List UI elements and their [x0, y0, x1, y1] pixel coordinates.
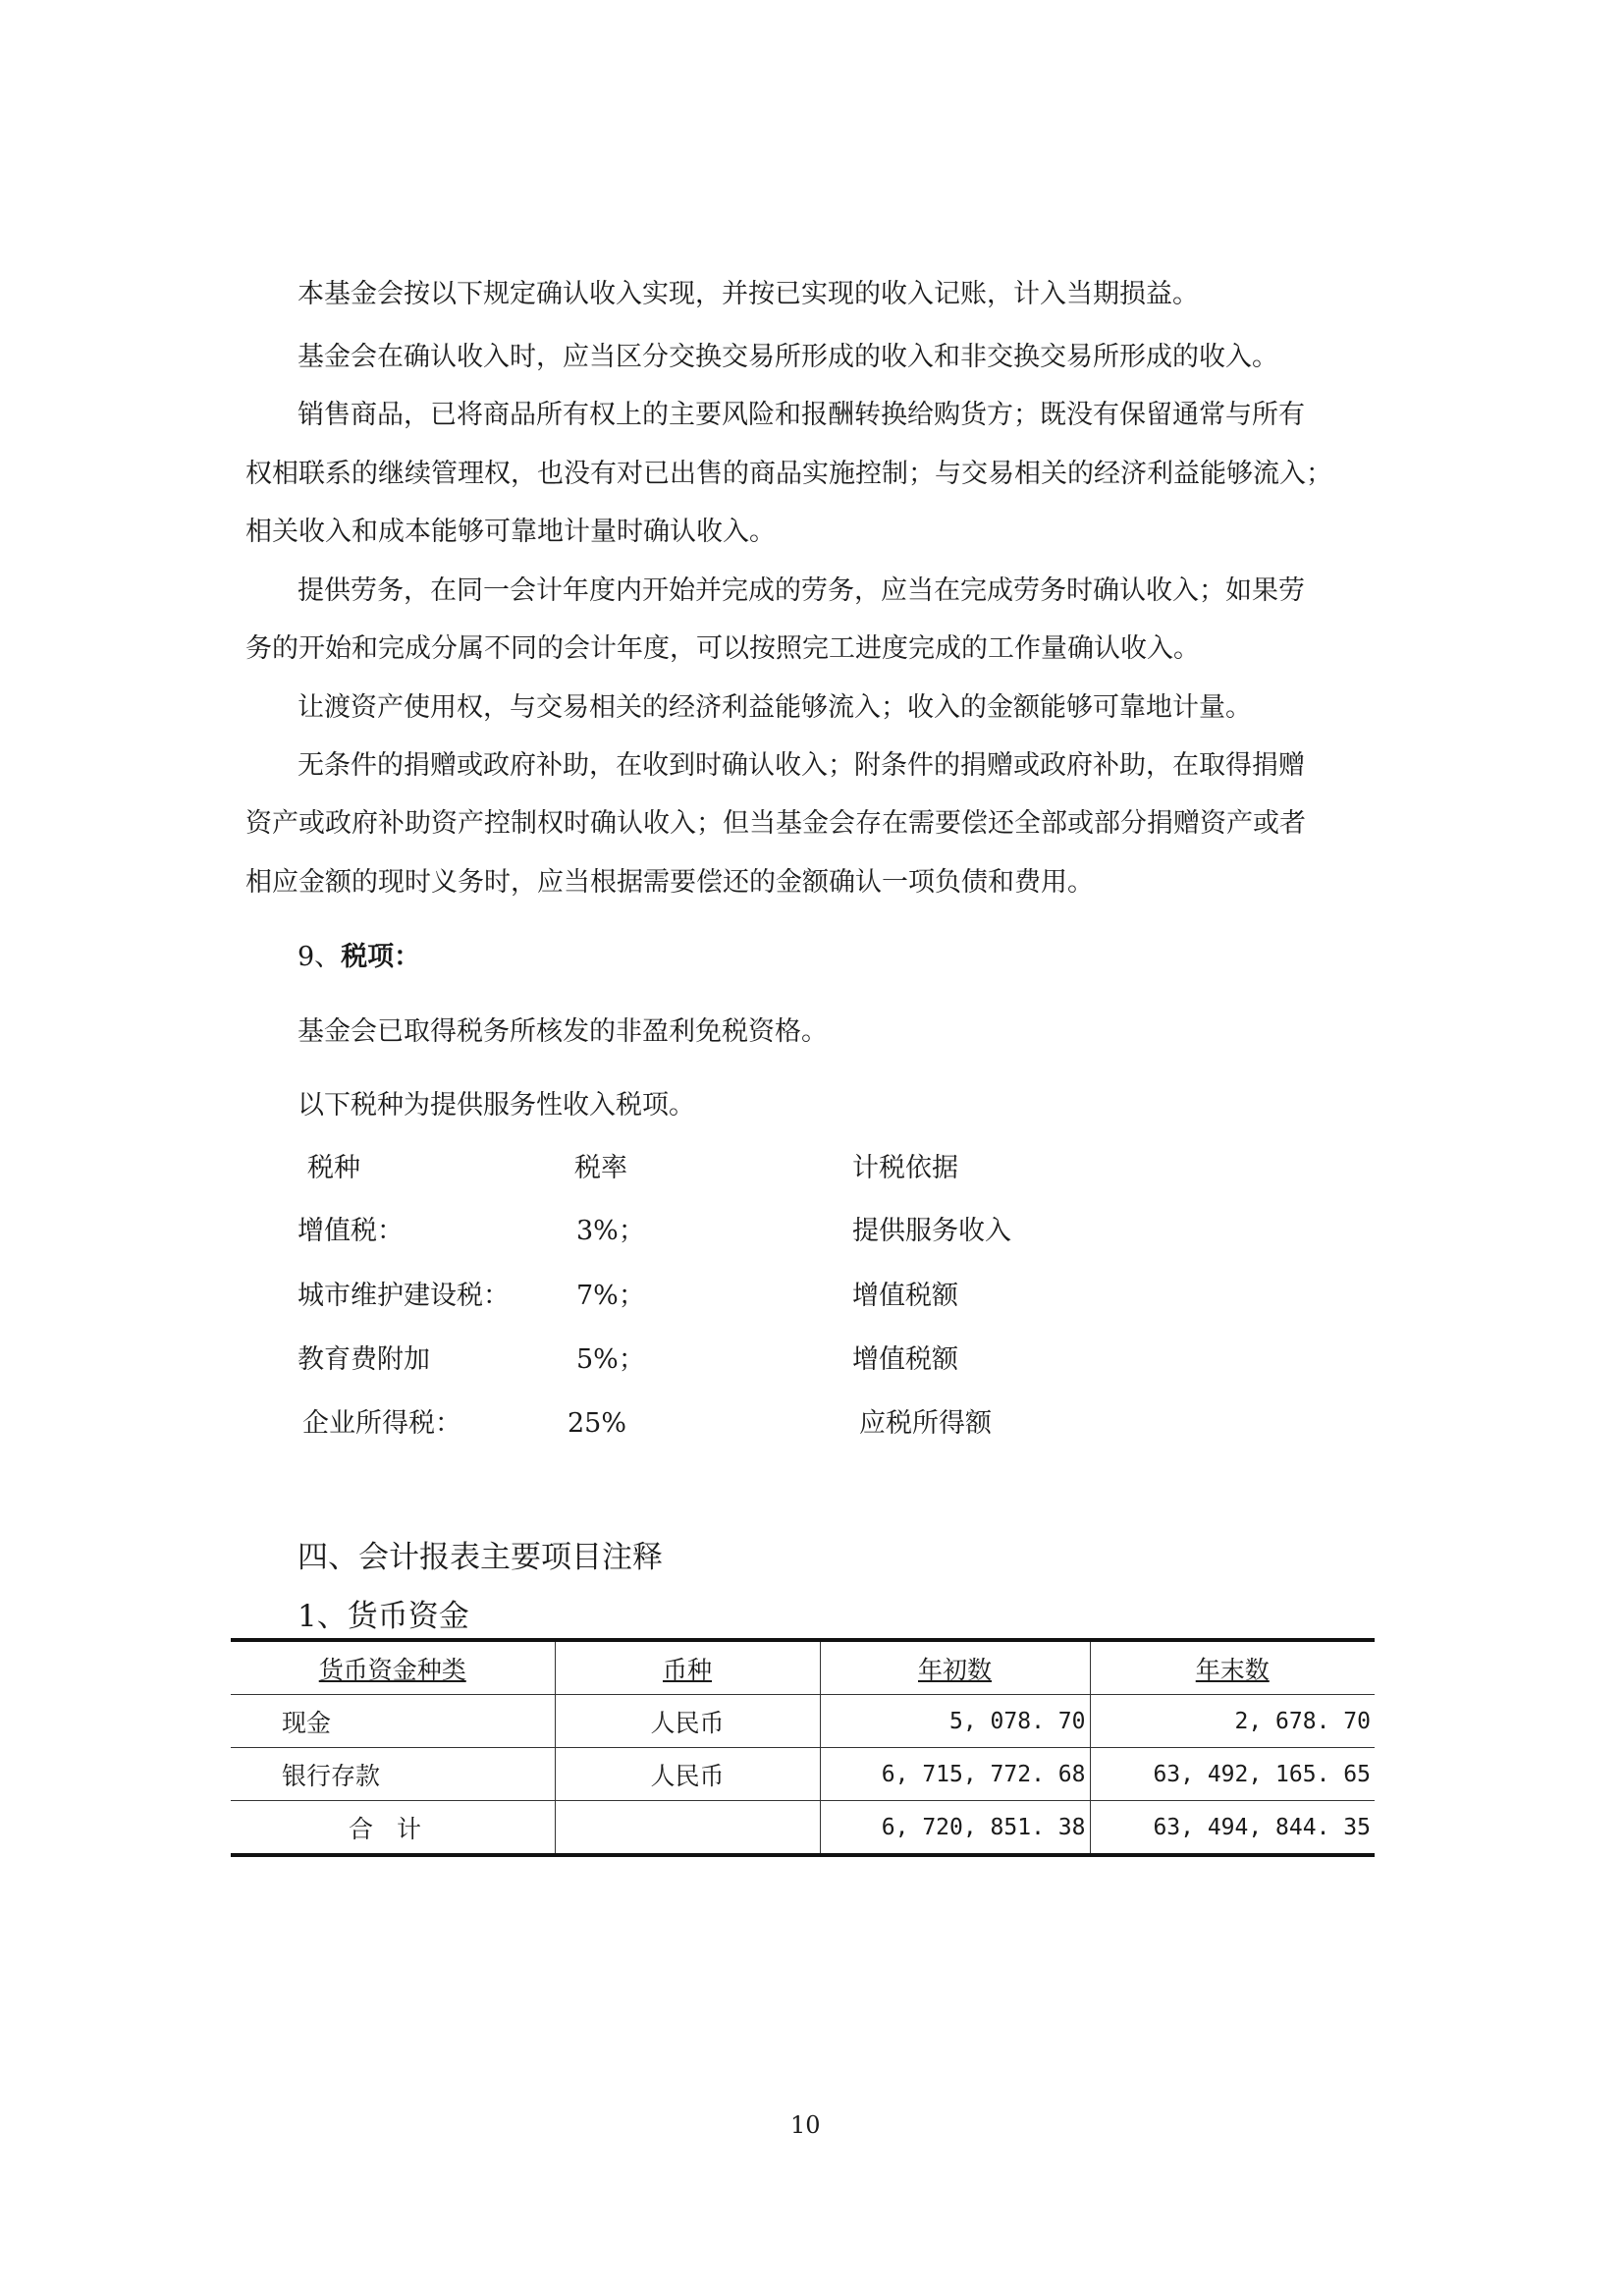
tax-row-1-type: 增值税： [298, 1216, 404, 1246]
cash-header-currency: 币种 [555, 1640, 820, 1695]
cash-header-type: 货币资金种类 [318, 1655, 466, 1684]
cash-row-2-opening: 6, 715, 772. 68 [820, 1748, 1090, 1801]
table-row-total [231, 1801, 1375, 1856]
paragraph-2: 基金会在确认收入时，应当区分交换交易所形成的收入和非交换交易所形成的收入。 [298, 342, 1278, 372]
paragraph-1: 本基金会按以下规定确认收入实现，并按已实现的收入记账，计入当期损益。 [298, 279, 1199, 309]
paragraph-4-line-1: 提供劳务，在同一会计年度内开始并完成的劳务，应当在完成劳务时确认收入；如果劳 [298, 575, 1305, 606]
page-number: 10 [790, 2111, 821, 2139]
cash-header-closing: 年末数 [1090, 1640, 1375, 1695]
tax-header-rate: 税率 [574, 1153, 627, 1183]
tax-exemption-text: 基金会已取得税务所核发的非盈利免税资格。 [298, 1016, 828, 1047]
paragraph-3-line-3: 相关收入和成本能够可靠地计量时确认收入。 [245, 517, 776, 547]
cash-row-2-type: 银行存款 [282, 1761, 381, 1790]
tax-row-1-rate: 3%； [576, 1216, 645, 1246]
subsection-1-title: 1、货币资金 [298, 1599, 469, 1634]
tax-header-basis: 计税依据 [852, 1153, 958, 1183]
tax-row-4-type: 企业所得税： [302, 1408, 461, 1439]
table-row [231, 1748, 1375, 1801]
tax-row-3-basis: 增值税额 [852, 1344, 958, 1375]
cash-total-opening: 6, 720, 851. 38 [820, 1801, 1090, 1856]
tax-heading-number: 9、 [298, 942, 342, 972]
paragraph-3-line-1: 销售商品，已将商品所有权上的主要风险和报酬转换给购货方；既没有保留通常与所有 [298, 400, 1305, 430]
cash-total-label: 合计 [349, 1814, 446, 1843]
cash-row-1-type: 现金 [282, 1708, 332, 1737]
cash-header-opening: 年初数 [820, 1640, 1090, 1695]
cash-row-2-currency: 人民币 [555, 1748, 820, 1801]
paragraph-5: 让渡资产使用权，与交易相关的经济利益能够流入；收入的金额能够可靠地计量。 [298, 692, 1252, 723]
paragraph-3-line-2: 权相联系的继续管理权，也没有对已出售的商品实施控制；与交易相关的经济利益能够流入； [245, 459, 1332, 489]
cash-row-1-currency: 人民币 [555, 1695, 820, 1748]
paragraph-6-line-2: 资产或政府补助资产控制权时确认收入；但当基金会存在需要偿还全部或部分捐赠资产或者 [245, 808, 1306, 839]
tax-row-4-rate: 25% [568, 1408, 627, 1439]
table-row [231, 1695, 1375, 1748]
cash-row-1-opening: 5, 078. 70 [820, 1695, 1090, 1748]
tax-row-4-basis: 应税所得额 [859, 1408, 992, 1439]
cash-table-header-row [231, 1640, 1375, 1695]
tax-row-2-basis: 增值税额 [852, 1281, 958, 1311]
tax-row-3-type: 教育费附加 [298, 1344, 430, 1375]
tax-header-type: 税种 [307, 1153, 360, 1183]
tax-heading [298, 940, 420, 975]
cash-row-1-closing: 2, 678. 70 [1090, 1695, 1375, 1748]
tax-heading-title: 税项： [341, 942, 421, 972]
tax-row-3-rate: 5%； [576, 1344, 645, 1375]
cash-row-2-closing: 63, 492, 165. 65 [1090, 1748, 1375, 1801]
cash-table [231, 1638, 1375, 1857]
section-4-title: 四、会计报表主要项目注释 [298, 1540, 663, 1575]
tax-row-2-type: 城市维护建设税： [298, 1281, 510, 1311]
paragraph-6-line-1: 无条件的捐赠或政府补助，在收到时确认收入；附条件的捐赠或政府补助，在取得捐赠 [298, 750, 1305, 781]
paragraph-6-line-3: 相应金额的现时义务时，应当根据需要偿还的金额确认一项负债和费用。 [245, 867, 1094, 898]
tax-service-text: 以下税种为提供服务性收入税项。 [298, 1090, 695, 1121]
cash-total-closing: 63, 494, 844. 35 [1090, 1801, 1375, 1856]
cash-total-currency [555, 1801, 820, 1856]
tax-row-1-basis: 提供服务收入 [852, 1216, 1011, 1246]
tax-row-2-rate: 7%； [576, 1281, 645, 1311]
paragraph-4-line-2: 务的开始和完成分属不同的会计年度，可以按照完工进度完成的工作量确认收入。 [245, 633, 1200, 664]
